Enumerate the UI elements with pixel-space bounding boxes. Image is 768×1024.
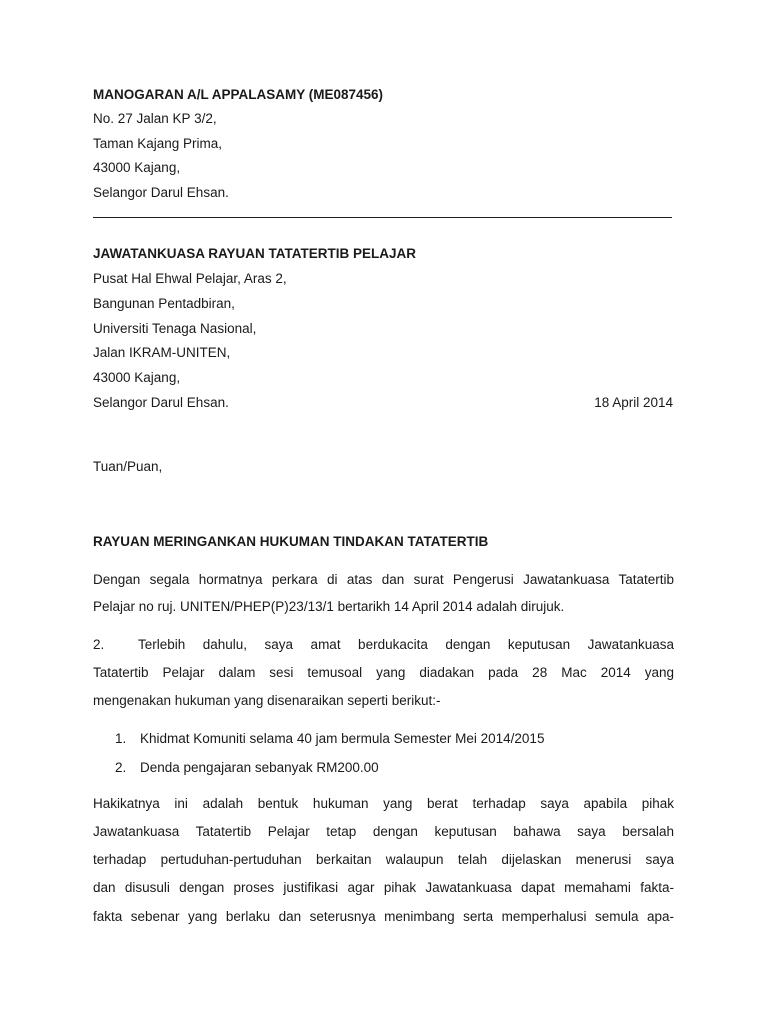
sender-address-line: No. 27 Jalan KP 3/2, <box>93 111 217 126</box>
paragraph-2-line: Tatatertib Pelajar dalam sesi temusoal yang diadakan pada 28 Mac 2014 yang <box>93 665 674 680</box>
list-item-text: Denda pengajaran sebanyak RM200.00 <box>140 760 379 775</box>
sender-address-line: 43000 Kajang, <box>93 160 181 175</box>
paragraph-3-line: dan disusuli dengan proses justifikasi agar pihak Jawatankuasa dapat memahami fakta- <box>93 880 674 895</box>
paragraph-1-text: Dengan segala hormatnya perkara di atas dan surat Pengerusi Jawatankuasa Tatatertib <box>93 572 674 587</box>
recipient-address-line: Pusat Hal Ehwal Pelajar, Aras 2, <box>93 271 287 286</box>
paragraph-2-line: Terlebih dahulu, saya amat berdukacita dengan keputusan Jawatankuasa <box>138 637 674 652</box>
list-item-text: Khidmat Komuniti selama 40 jam bermula Semester Mei 2014/2015 <box>140 731 545 746</box>
letter-subject: RAYUAN MERINGANKAN HUKUMAN TINDAKAN TATATERTIB <box>93 534 489 549</box>
recipient-address-line: Universiti Tenaga Nasional, <box>93 321 257 336</box>
paragraph-3-line: Jawatankuasa Tatatertib Pelajar tetap dengan keputusan bahawa saya bersalah <box>93 824 674 839</box>
recipient-address-line: 43000 Kajang, <box>93 370 181 385</box>
salutation: Tuan/Puan, <box>93 459 163 474</box>
sender-address-line: Taman Kajang Prima, <box>93 136 223 151</box>
paragraph-2-number: 2. <box>93 637 105 652</box>
sender-name: MANOGARAN A/L APPALASAMY (ME087456) <box>93 87 384 102</box>
recipient-address-line: Bangunan Pentadbiran, <box>93 296 235 311</box>
paragraph-3-line: terhadap pertuduhan-pertuduhan berkaitan walaupun telah dijelaskan menerusi saya <box>93 852 674 867</box>
paragraph-1-line: Pelajar no ruj. UNITEN/PHEP(P)23/13/1 bertarikh 14 April 2014 adalah dirujuk. <box>93 599 565 614</box>
list-item-number: 2. <box>115 760 127 775</box>
recipient-name: JAWATANKUASA RAYUAN TATATERTIB PELAJAR <box>93 246 417 261</box>
recipient-address-line: Selangor Darul Ehsan. <box>93 395 229 410</box>
header-divider <box>93 217 672 218</box>
paragraph-3-line: Hakikatnya ini adalah bentuk hukuman yang berat terhadap saya apabila pihak <box>93 796 674 811</box>
list-item-number: 1. <box>115 731 127 746</box>
paragraph-3-line: fakta sebenar yang berlaku dan seterusnya menimbang serta memperhalusi semula apa- <box>93 909 674 924</box>
sender-address-line: Selangor Darul Ehsan. <box>93 185 229 200</box>
paragraph-2-line: mengenakan hukuman yang disenaraikan seperti berikut:- <box>93 693 441 708</box>
recipient-address-line: Jalan IKRAM-UNITEN, <box>93 345 231 360</box>
letter-date: 18 April 2014 <box>594 395 673 410</box>
paragraph-1-line <box>93 571 674 589</box>
